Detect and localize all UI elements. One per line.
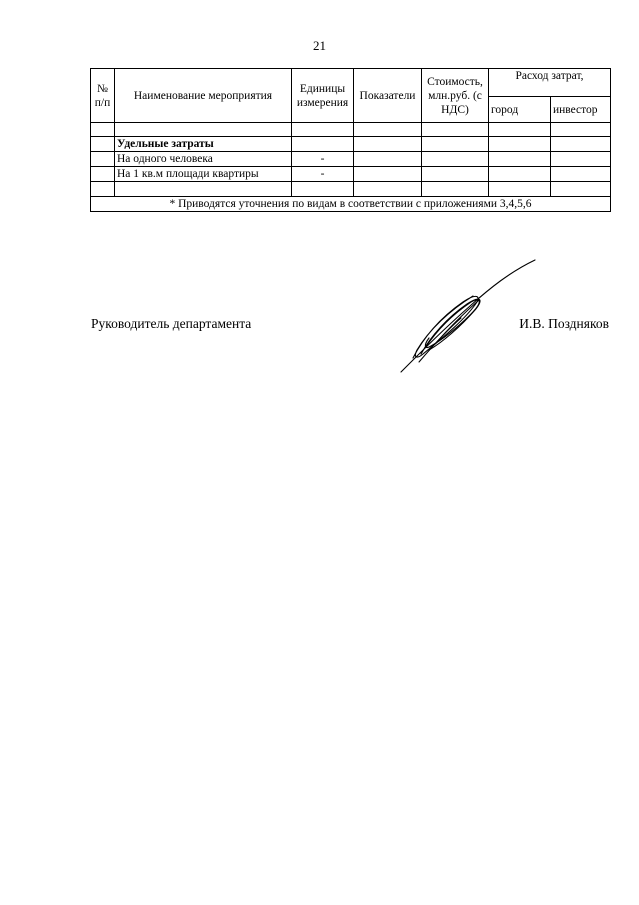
signer-position: Руководитель департамента <box>91 316 252 331</box>
cell-investor <box>551 167 611 182</box>
cell-cost <box>422 182 489 197</box>
cell-name: На 1 кв.м площади квартиры <box>115 167 292 182</box>
cell-name <box>115 123 292 137</box>
cell-indicators <box>354 137 422 152</box>
cell-units <box>292 137 354 152</box>
cell-city <box>489 182 551 197</box>
header-name: Наименование мероприятия <box>115 69 292 123</box>
table-row <box>91 152 611 167</box>
cell-name: Удельные затраты <box>115 137 292 152</box>
header-indicators: Показатели <box>354 69 422 123</box>
cell-cost <box>422 137 489 152</box>
cell-num <box>91 152 115 167</box>
cell-cost <box>422 167 489 182</box>
header-cost: Стоимость, млн.руб. (с НДС) <box>422 69 489 123</box>
cell-city <box>489 167 551 182</box>
table-row <box>91 123 611 137</box>
cell-units <box>292 123 354 137</box>
header-num: № п/п <box>91 69 115 123</box>
table-row <box>91 182 611 197</box>
header-units: Единицы измерения <box>292 69 354 123</box>
cell-investor <box>551 123 611 137</box>
header-city: город <box>489 97 551 123</box>
cell-investor <box>551 182 611 197</box>
cell-indicators <box>354 123 422 137</box>
table-row <box>91 137 611 152</box>
cell-cost <box>422 152 489 167</box>
cell-indicators <box>354 152 422 167</box>
cost-table <box>90 68 611 212</box>
header-investor: инвестор <box>551 97 611 123</box>
cell-num <box>91 137 115 152</box>
table-footnote: * Приводятся уточнения по видам в соответствии с приложениями 3,4,5,6 <box>91 197 611 212</box>
cell-name <box>115 182 292 197</box>
cell-city <box>489 152 551 167</box>
cell-num <box>91 182 115 197</box>
cell-units: - <box>292 152 354 167</box>
cell-num <box>91 123 115 137</box>
table-row <box>91 167 611 182</box>
cell-indicators <box>354 182 422 197</box>
cell-num <box>91 167 115 182</box>
cell-city <box>489 123 551 137</box>
cell-investor <box>551 137 611 152</box>
cell-city <box>489 137 551 152</box>
header-expense: Расход затрат, <box>489 69 611 97</box>
signer-name: И.В. Поздняков <box>519 316 609 331</box>
cell-cost <box>422 123 489 137</box>
cell-units: - <box>292 167 354 182</box>
cell-units <box>292 182 354 197</box>
page-number: 21 <box>313 38 326 53</box>
cell-indicators <box>354 167 422 182</box>
cell-name: На одного человека <box>115 152 292 167</box>
cell-investor <box>551 152 611 167</box>
